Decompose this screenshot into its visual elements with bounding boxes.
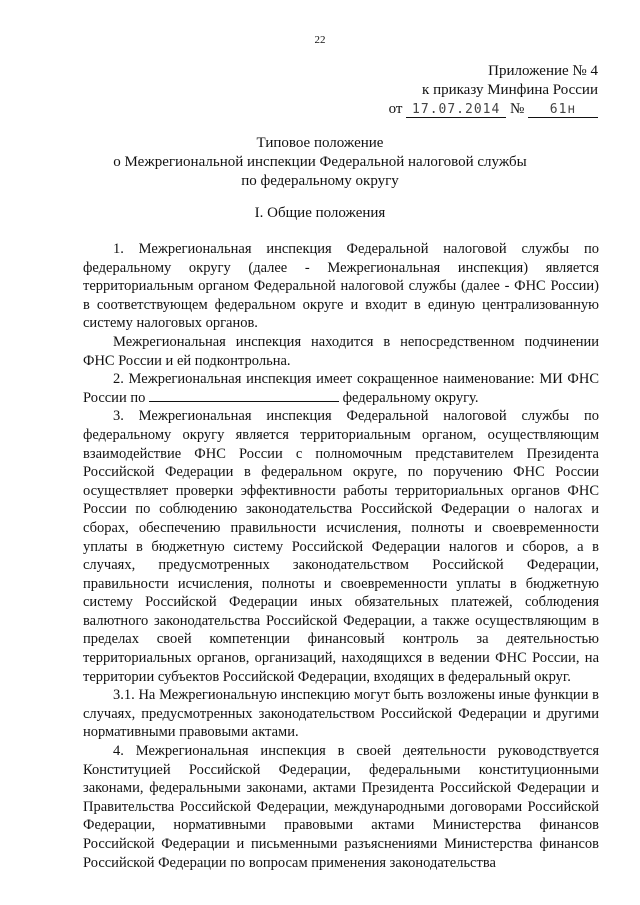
order-date: 17.07.2014 — [406, 102, 506, 118]
number-prefix: № — [509, 101, 525, 117]
paragraph-4: 4. Межрегиональная инспекция в своей деятельности руководствуется Конституцией Российской Федерации, федеральными конституционными законами, федеральными законами, актами Президента Российской Федерации и Правительства Российской Федерации, международными договорами Российской Федерации, нормативными правовыми актами Министерства финансов Российской Федерации и письменными разъяснениями Министерства финансов Российской Федерации по вопросам применения законодательства — [83, 743, 599, 871]
paragraph-2-start: 2. Межрегиональная инспекция имеет сокращенное наименование: МИ ФНС России по — [83, 371, 599, 406]
paragraph-2-end: федеральному округу. — [338, 389, 479, 406]
document-title — [0, 134, 640, 191]
title-line-1: Типовое положение — [256, 135, 384, 151]
paragraph-1-continued: Межрегиональная инспекция находится в непосредственном подчинении ФНС России и ей подконтрольна. — [83, 333, 599, 369]
paragraph-3-1: 3.1. На Межрегиональную инспекцию могут быть возложены иные функции в случаях, предусмотренных законодательством Российской Федерации и другими нормативными правовыми актами. — [83, 687, 599, 741]
date-prefix: от — [388, 101, 403, 117]
document-body — [83, 240, 599, 872]
appendix-title: Приложение № 4 — [488, 63, 598, 79]
title-line-3: по федеральному округу — [241, 173, 399, 189]
paragraph-2 — [83, 370, 599, 407]
paragraph-1: 1. Межрегиональная инспекция Федеральной налоговой службы по федеральному округу (далее - Межрегиональная инспекция) является территориальным органом Федеральной налоговой службы (далее - ФНС России) в соответствующем федеральном округе и входит в единую централизованную систему налоговых органов. — [83, 241, 599, 332]
appendix-order-ref: к приказу Минфина России — [422, 82, 598, 98]
page-number: 22 — [314, 34, 326, 46]
appendix-block — [338, 62, 598, 119]
section-heading: I. Общие положения — [254, 205, 386, 221]
blank-underline — [149, 389, 339, 402]
paragraph-3: 3. Межрегиональная инспекция Федеральной налоговой службы по федеральному округу является территориальным органом, осуществляющим взаимодействие ФНС России с полномочным представителем Президента Российской Федерации в федеральном округе, по поручению ФНС России осуществляет проверки эффективности работы территориальных органов ФНС России по соблюдению законодательства Российской Федерации о налогах и сборах, обеспечению правильности исчисления, полноты и своевременности уплаты в бюджетную систему Российской Федерации налогов и сборов, а в случаях, предусмотренных законодательством Российской Федерации, правильности исчисления, полноты и своевременности уплаты в бюджетную систему Российской Федерации иных обязательных платежей, соблюдения валютного законодательства Российской Федерации, а также осуществляющим в пределах своей компетенции финансовый контроль за деятельностью территориальных органов, организаций, находящихся в ведении ФНС России, на территории субъектов Российской Федерации, входящих в федеральный округ. — [83, 408, 599, 685]
appendix-date-line — [338, 100, 598, 119]
title-line-2: о Межрегиональной инспекции Федеральной налоговой службы — [113, 154, 527, 170]
order-number: 61н — [528, 102, 598, 118]
